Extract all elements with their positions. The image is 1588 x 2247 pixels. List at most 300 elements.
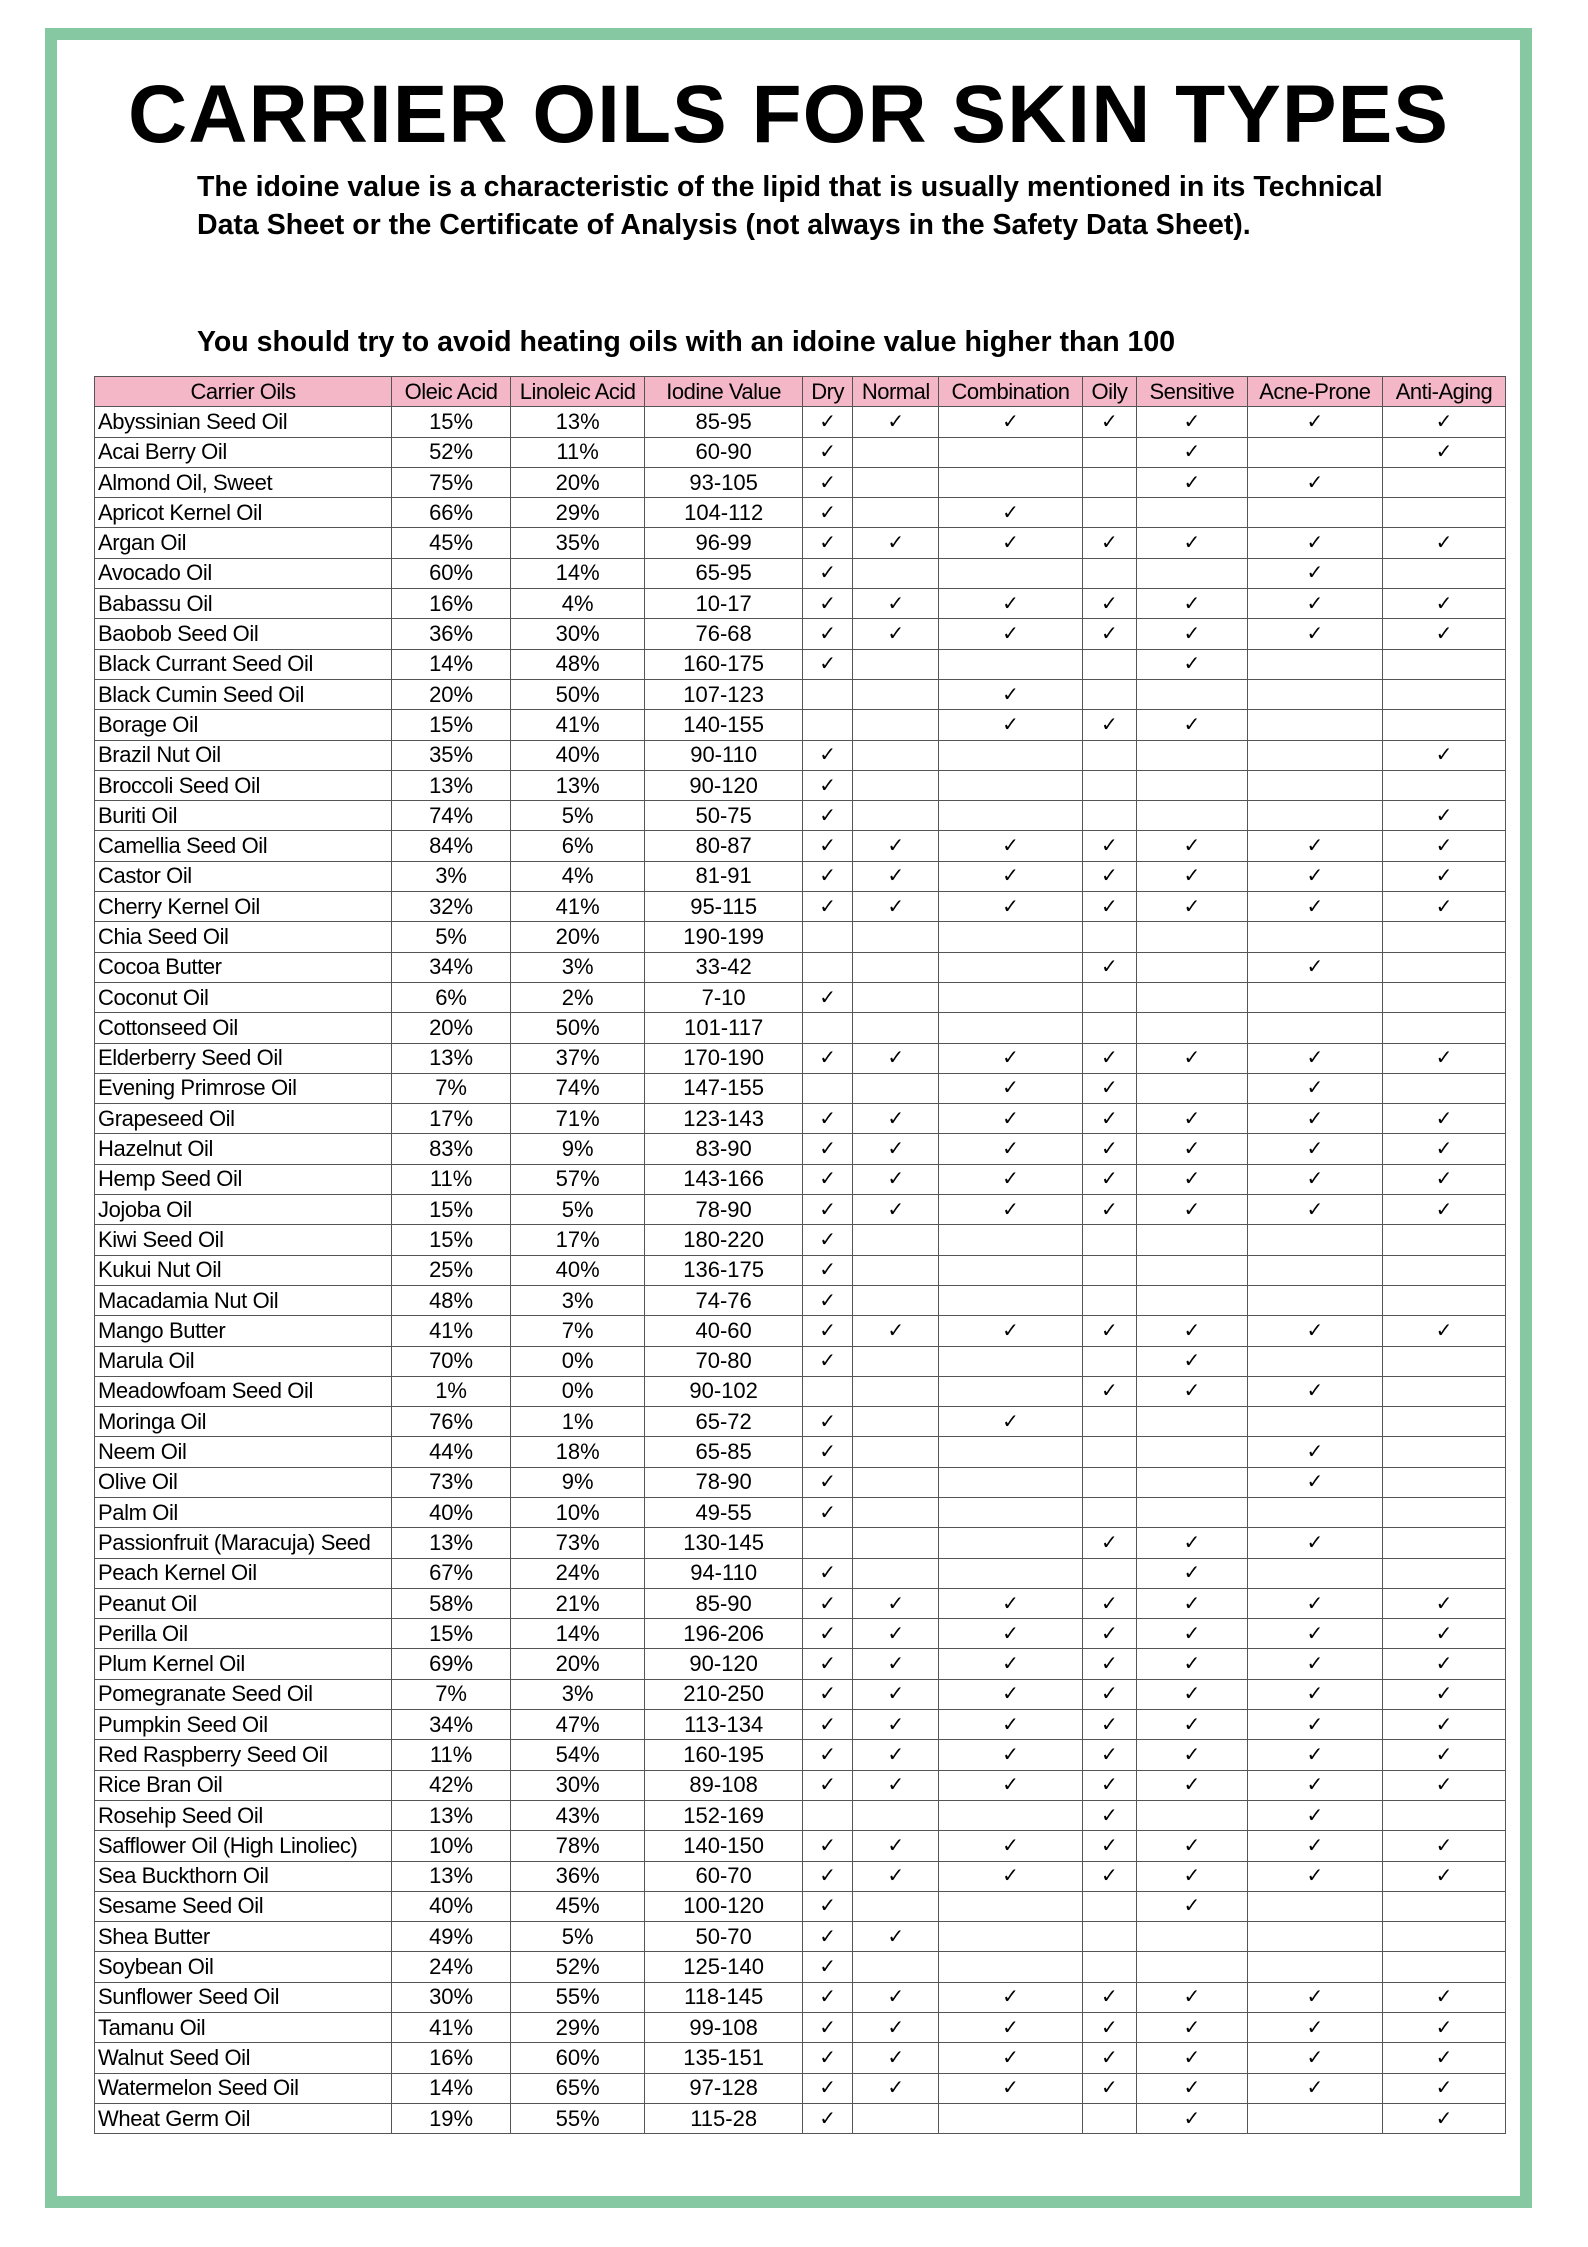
oily-cell	[1082, 740, 1136, 770]
linoleic-acid-cell: 43%	[511, 1800, 645, 1830]
oil-name-cell: Avocado Oil	[95, 558, 392, 588]
normal-cell	[853, 1376, 939, 1406]
combination-cell	[939, 679, 1082, 709]
anti-aging-cell	[1382, 1861, 1505, 1891]
linoleic-acid-cell: 41%	[511, 710, 645, 740]
check-mark-icon: ✓	[819, 1228, 837, 1251]
check-mark-icon: ✓	[1435, 1683, 1453, 1706]
oil-name-cell: Black Cumin Seed Oil	[95, 679, 392, 709]
linoleic-acid-cell: 14%	[511, 558, 645, 588]
dry-cell	[803, 589, 853, 619]
table-row	[95, 1164, 1506, 1194]
combination-cell	[939, 1861, 1082, 1891]
anti-aging-cell	[1382, 1316, 1505, 1346]
linoleic-acid-cell: 55%	[511, 1982, 645, 2012]
linoleic-acid-cell: 24%	[511, 1558, 645, 1588]
dry-cell	[803, 982, 853, 1012]
table-row	[95, 1800, 1506, 1830]
combination-cell	[939, 710, 1082, 740]
table-row	[95, 770, 1506, 800]
linoleic-acid-cell: 20%	[511, 922, 645, 952]
dry-cell	[803, 2043, 853, 2073]
anti-aging-cell	[1382, 740, 1505, 770]
acne-prone-cell	[1247, 1891, 1382, 1921]
acne-prone-cell	[1247, 1225, 1382, 1255]
check-mark-icon: ✓	[1435, 2077, 1453, 2100]
oleic-acid-cell: 16%	[392, 2043, 511, 2073]
check-mark-icon: ✓	[1183, 623, 1201, 646]
sensitive-cell	[1137, 1285, 1248, 1315]
combination-cell	[939, 1922, 1082, 1952]
oil-name-cell: Evening Primrose Oil	[95, 1073, 392, 1103]
oil-name-cell: Cottonseed Oil	[95, 1013, 392, 1043]
acne-prone-cell	[1247, 1013, 1382, 1043]
normal-cell	[853, 1104, 939, 1134]
combination-cell	[939, 861, 1082, 891]
check-mark-icon: ✓	[1183, 1592, 1201, 1615]
check-mark-icon: ✓	[1306, 562, 1324, 585]
normal-cell	[853, 1770, 939, 1800]
oily-cell	[1082, 1528, 1136, 1558]
anti-aging-cell	[1382, 679, 1505, 709]
linoleic-acid-cell: 29%	[511, 2013, 645, 2043]
table-header-row	[95, 377, 1506, 407]
table-row	[95, 589, 1506, 619]
check-mark-icon: ✓	[1435, 1713, 1453, 1736]
anti-aging-cell	[1382, 2103, 1505, 2133]
iodine-value-cell: 115-28	[645, 2103, 803, 2133]
check-mark-icon: ✓	[819, 1471, 837, 1494]
sensitive-cell	[1137, 952, 1248, 982]
check-mark-icon: ✓	[1002, 1622, 1019, 1645]
iodine-value-cell: 118-145	[645, 1982, 803, 2012]
check-mark-icon: ✓	[1101, 865, 1118, 888]
sensitive-cell	[1137, 407, 1248, 437]
table-row	[95, 1558, 1506, 1588]
oily-cell	[1082, 1164, 1136, 1194]
oleic-acid-cell: 14%	[392, 649, 511, 679]
table-row	[95, 1376, 1506, 1406]
sensitive-cell	[1137, 528, 1248, 558]
oil-name-cell: Cocoa Butter	[95, 952, 392, 982]
table-row	[95, 528, 1506, 558]
check-mark-icon: ✓	[819, 1592, 837, 1615]
acne-prone-cell	[1247, 1588, 1382, 1618]
oily-cell	[1082, 1497, 1136, 1527]
anti-aging-cell	[1382, 801, 1505, 831]
normal-cell	[853, 1558, 939, 1588]
normal-cell	[853, 1952, 939, 1982]
oil-name-cell: Sea Buckthorn Oil	[95, 1861, 392, 1891]
oily-cell	[1082, 437, 1136, 467]
combination-cell	[939, 1982, 1082, 2012]
anti-aging-cell	[1382, 1588, 1505, 1618]
linoleic-acid-cell: 52%	[511, 1952, 645, 1982]
oleic-acid-cell: 15%	[392, 1195, 511, 1225]
combination-cell	[939, 498, 1082, 528]
check-mark-icon: ✓	[819, 1410, 837, 1433]
combination-cell	[939, 407, 1082, 437]
check-mark-icon: ✓	[1306, 1683, 1324, 1706]
normal-cell	[853, 1831, 939, 1861]
normal-cell	[853, 1740, 939, 1770]
check-mark-icon: ✓	[887, 1986, 905, 2009]
acne-prone-cell	[1247, 922, 1382, 952]
anti-aging-cell	[1382, 1407, 1505, 1437]
sensitive-cell	[1137, 1376, 1248, 1406]
sensitive-cell	[1137, 1982, 1248, 2012]
sensitive-cell	[1137, 1225, 1248, 1255]
iodine-value-cell: 90-102	[645, 1376, 803, 1406]
oil-name-cell: Almond Oil, Sweet	[95, 467, 392, 497]
normal-cell	[853, 1346, 939, 1376]
check-mark-icon: ✓	[1101, 1531, 1118, 1554]
oil-name-cell: Kukui Nut Oil	[95, 1255, 392, 1285]
check-mark-icon: ✓	[1183, 713, 1201, 736]
table-row	[95, 649, 1506, 679]
table-row	[95, 1013, 1506, 1043]
normal-cell	[853, 467, 939, 497]
anti-aging-cell	[1382, 437, 1505, 467]
table-row	[95, 1649, 1506, 1679]
check-mark-icon: ✓	[1101, 713, 1118, 736]
combination-cell	[939, 1952, 1082, 1982]
combination-cell	[939, 1558, 1082, 1588]
combination-cell	[939, 1316, 1082, 1346]
dry-cell	[803, 1922, 853, 1952]
check-mark-icon: ✓	[819, 1107, 837, 1130]
dry-cell	[803, 1437, 853, 1467]
oil-name-cell: Coconut Oil	[95, 982, 392, 1012]
dry-cell	[803, 1376, 853, 1406]
oily-cell	[1082, 952, 1136, 982]
sensitive-cell	[1137, 922, 1248, 952]
sensitive-cell	[1137, 1891, 1248, 1921]
sensitive-cell	[1137, 589, 1248, 619]
sensitive-cell	[1137, 2043, 1248, 2073]
oily-cell	[1082, 1710, 1136, 1740]
dry-cell	[803, 1316, 853, 1346]
normal-cell	[853, 1861, 939, 1891]
iodine-value-cell: 33-42	[645, 952, 803, 982]
check-mark-icon: ✓	[887, 1198, 905, 1221]
dry-cell	[803, 467, 853, 497]
table-row	[95, 2103, 1506, 2133]
sensitive-cell	[1137, 679, 1248, 709]
oleic-acid-cell: 1%	[392, 1376, 511, 1406]
dry-cell	[803, 1497, 853, 1527]
check-mark-icon: ✓	[1002, 1107, 1019, 1130]
check-mark-icon: ✓	[1306, 1653, 1324, 1676]
check-mark-icon: ✓	[1002, 1713, 1019, 1736]
iodine-value-cell: 7-10	[645, 982, 803, 1012]
iodine-value-cell: 10-17	[645, 589, 803, 619]
check-mark-icon: ✓	[1002, 2046, 1019, 2069]
check-mark-icon: ✓	[1183, 471, 1201, 494]
dry-cell	[803, 1619, 853, 1649]
check-mark-icon: ✓	[1435, 1168, 1453, 1191]
check-mark-icon: ✓	[1101, 2016, 1118, 2039]
check-mark-icon: ✓	[1183, 1774, 1201, 1797]
iodine-value-cell: 113-134	[645, 1710, 803, 1740]
linoleic-acid-cell: 7%	[511, 1316, 645, 1346]
table-row	[95, 1952, 1506, 1982]
acne-prone-cell	[1247, 770, 1382, 800]
oily-cell	[1082, 1437, 1136, 1467]
combination-cell	[939, 1346, 1082, 1376]
sensitive-cell	[1137, 1800, 1248, 1830]
table-row	[95, 1407, 1506, 1437]
iodine-value-cell: 65-72	[645, 1407, 803, 1437]
iodine-value-cell: 96-99	[645, 528, 803, 558]
oleic-acid-cell: 44%	[392, 1437, 511, 1467]
oleic-acid-cell: 32%	[392, 892, 511, 922]
check-mark-icon: ✓	[819, 986, 837, 1009]
sensitive-cell	[1137, 1952, 1248, 1982]
oily-cell	[1082, 498, 1136, 528]
normal-cell	[853, 801, 939, 831]
dry-cell	[803, 679, 853, 709]
oil-name-cell: Black Currant Seed Oil	[95, 649, 392, 679]
check-mark-icon: ✓	[819, 1653, 837, 1676]
linoleic-acid-cell: 13%	[511, 770, 645, 800]
normal-cell	[853, 922, 939, 952]
iodine-value-cell: 78-90	[645, 1195, 803, 1225]
acne-prone-cell	[1247, 831, 1382, 861]
oleic-acid-cell: 73%	[392, 1467, 511, 1497]
linoleic-acid-cell: 60%	[511, 2043, 645, 2073]
oil-name-cell: Abyssinian Seed Oil	[95, 407, 392, 437]
check-mark-icon: ✓	[1435, 1653, 1453, 1676]
dry-cell	[803, 831, 853, 861]
oleic-acid-cell: 11%	[392, 1164, 511, 1194]
oil-name-cell: Palm Oil	[95, 1497, 392, 1527]
check-mark-icon: ✓	[1183, 1319, 1201, 1342]
check-mark-icon: ✓	[1435, 592, 1453, 615]
check-mark-icon: ✓	[1002, 623, 1019, 646]
check-mark-icon: ✓	[1101, 2077, 1118, 2100]
anti-aging-cell	[1382, 892, 1505, 922]
check-mark-icon: ✓	[1306, 835, 1324, 858]
sensitive-cell	[1137, 892, 1248, 922]
acne-prone-cell	[1247, 892, 1382, 922]
table-row	[95, 1497, 1506, 1527]
combination-cell	[939, 1073, 1082, 1103]
oil-name-cell: Mango Butter	[95, 1316, 392, 1346]
combination-cell	[939, 982, 1082, 1012]
check-mark-icon: ✓	[819, 1683, 837, 1706]
check-mark-icon: ✓	[1435, 1138, 1453, 1161]
oily-cell	[1082, 861, 1136, 891]
check-mark-icon: ✓	[1002, 2016, 1019, 2039]
normal-cell	[853, 1013, 939, 1043]
oily-cell	[1082, 1043, 1136, 1073]
table-row	[95, 1073, 1506, 1103]
acne-prone-cell	[1247, 1831, 1382, 1861]
oleic-acid-cell: 70%	[392, 1346, 511, 1376]
oleic-acid-cell: 17%	[392, 1104, 511, 1134]
oleic-acid-cell: 15%	[392, 407, 511, 437]
oil-name-cell: Castor Oil	[95, 861, 392, 891]
linoleic-acid-cell: 48%	[511, 649, 645, 679]
check-mark-icon: ✓	[1306, 2046, 1324, 2069]
oil-name-cell: Moringa Oil	[95, 1407, 392, 1437]
combination-cell	[939, 892, 1082, 922]
check-mark-icon: ✓	[1183, 835, 1201, 858]
oleic-acid-cell: 16%	[392, 589, 511, 619]
oil-name-cell: Broccoli Seed Oil	[95, 770, 392, 800]
anti-aging-cell	[1382, 831, 1505, 861]
check-mark-icon: ✓	[1101, 592, 1118, 615]
oily-cell	[1082, 619, 1136, 649]
oleic-acid-cell: 7%	[392, 1073, 511, 1103]
header-linoleic-acid: Linoleic Acid	[511, 377, 645, 407]
iodine-value-cell: 50-70	[645, 1922, 803, 1952]
oleic-acid-cell: 20%	[392, 1013, 511, 1043]
linoleic-acid-cell: 6%	[511, 831, 645, 861]
check-mark-icon: ✓	[1306, 623, 1324, 646]
check-mark-icon: ✓	[1306, 895, 1324, 918]
header-combination: Combination	[939, 377, 1082, 407]
oily-cell	[1082, 1831, 1136, 1861]
header-dry: Dry	[803, 377, 853, 407]
check-mark-icon: ✓	[1306, 1865, 1324, 1888]
acne-prone-cell	[1247, 2073, 1382, 2103]
iodine-value-cell: 80-87	[645, 831, 803, 861]
oily-cell	[1082, 589, 1136, 619]
acne-prone-cell	[1247, 1922, 1382, 1952]
header-iodine-value: Iodine Value	[645, 377, 803, 407]
check-mark-icon: ✓	[887, 1713, 905, 1736]
combination-cell	[939, 770, 1082, 800]
anti-aging-cell	[1382, 1467, 1505, 1497]
iodine-value-cell: 90-120	[645, 1649, 803, 1679]
oily-cell	[1082, 1316, 1136, 1346]
linoleic-acid-cell: 10%	[511, 1497, 645, 1527]
combination-cell	[939, 1891, 1082, 1921]
table-row	[95, 1588, 1506, 1618]
oil-name-cell: Pomegranate Seed Oil	[95, 1679, 392, 1709]
oil-name-cell: Grapeseed Oil	[95, 1104, 392, 1134]
acne-prone-cell	[1247, 558, 1382, 588]
iodine-value-cell: 65-85	[645, 1437, 803, 1467]
check-mark-icon: ✓	[1101, 1622, 1118, 1645]
check-mark-icon: ✓	[1002, 835, 1019, 858]
oil-name-cell: Camellia Seed Oil	[95, 831, 392, 861]
check-mark-icon: ✓	[1435, 2107, 1453, 2130]
dry-cell	[803, 1740, 853, 1770]
normal-cell	[853, 861, 939, 891]
anti-aging-cell	[1382, 1195, 1505, 1225]
check-mark-icon: ✓	[1101, 1168, 1118, 1191]
combination-cell	[939, 1013, 1082, 1043]
combination-cell	[939, 1164, 1082, 1194]
normal-cell	[853, 1164, 939, 1194]
oil-name-cell: Rosehip Seed Oil	[95, 1800, 392, 1830]
iodine-value-cell: 90-120	[645, 770, 803, 800]
check-mark-icon: ✓	[1306, 1441, 1324, 1464]
acne-prone-cell	[1247, 1800, 1382, 1830]
check-mark-icon: ✓	[887, 1744, 905, 1766]
combination-cell	[939, 2103, 1082, 2133]
check-mark-icon: ✓	[1183, 895, 1201, 918]
sensitive-cell	[1137, 1770, 1248, 1800]
oily-cell	[1082, 1649, 1136, 1679]
check-mark-icon: ✓	[819, 1774, 837, 1797]
check-mark-icon: ✓	[1002, 1986, 1019, 2009]
linoleic-acid-cell: 11%	[511, 437, 645, 467]
anti-aging-cell	[1382, 589, 1505, 619]
linoleic-acid-cell: 50%	[511, 679, 645, 709]
acne-prone-cell	[1247, 1649, 1382, 1679]
check-mark-icon: ✓	[1306, 1319, 1324, 1342]
oil-name-cell: Sesame Seed Oil	[95, 1891, 392, 1921]
normal-cell	[853, 2103, 939, 2133]
acne-prone-cell	[1247, 649, 1382, 679]
normal-cell	[853, 1134, 939, 1164]
linoleic-acid-cell: 18%	[511, 1437, 645, 1467]
normal-cell	[853, 2013, 939, 2043]
heating-note: You should try to avoid heating oils with an idoine value higher than 100	[197, 326, 1176, 358]
acne-prone-cell	[1247, 437, 1382, 467]
check-mark-icon: ✓	[1002, 1834, 1019, 1857]
iodine-value-cell: 90-110	[645, 740, 803, 770]
check-mark-icon: ✓	[1101, 1653, 1118, 1676]
normal-cell	[853, 2073, 939, 2103]
linoleic-acid-cell: 20%	[511, 467, 645, 497]
oily-cell	[1082, 922, 1136, 952]
table-row	[95, 679, 1506, 709]
oleic-acid-cell: 14%	[392, 2073, 511, 2103]
oleic-acid-cell: 6%	[392, 982, 511, 1012]
oily-cell	[1082, 1588, 1136, 1618]
linoleic-acid-cell: 57%	[511, 1164, 645, 1194]
anti-aging-cell	[1382, 1497, 1505, 1527]
anti-aging-cell	[1382, 558, 1505, 588]
normal-cell	[853, 1982, 939, 2012]
iodine-value-cell: 125-140	[645, 1952, 803, 1982]
linoleic-acid-cell: 30%	[511, 619, 645, 649]
check-mark-icon: ✓	[1002, 1319, 1019, 1342]
combination-cell	[939, 589, 1082, 619]
anti-aging-cell	[1382, 1952, 1505, 1982]
check-mark-icon: ✓	[887, 2016, 905, 2039]
normal-cell	[853, 1285, 939, 1315]
sensitive-cell	[1137, 649, 1248, 679]
combination-cell	[939, 1255, 1082, 1285]
table-row	[95, 1043, 1506, 1073]
check-mark-icon: ✓	[819, 1289, 837, 1312]
iodine-value-cell: 135-151	[645, 2043, 803, 2073]
normal-cell	[853, 1922, 939, 1952]
anti-aging-cell	[1382, 1285, 1505, 1315]
table-row	[95, 982, 1506, 1012]
header-sensitive: Sensitive	[1137, 377, 1248, 407]
anti-aging-cell	[1382, 1558, 1505, 1588]
table-row	[95, 952, 1506, 982]
linoleic-acid-cell: 3%	[511, 952, 645, 982]
linoleic-acid-cell: 5%	[511, 801, 645, 831]
check-mark-icon: ✓	[1183, 1895, 1201, 1918]
check-mark-icon: ✓	[819, 1925, 837, 1948]
oily-cell	[1082, 1134, 1136, 1164]
sensitive-cell	[1137, 861, 1248, 891]
acne-prone-cell	[1247, 498, 1382, 528]
normal-cell	[853, 1619, 939, 1649]
check-mark-icon: ✓	[1101, 1744, 1118, 1766]
check-mark-icon: ✓	[819, 1562, 837, 1585]
oleic-acid-cell: 58%	[392, 1588, 511, 1618]
